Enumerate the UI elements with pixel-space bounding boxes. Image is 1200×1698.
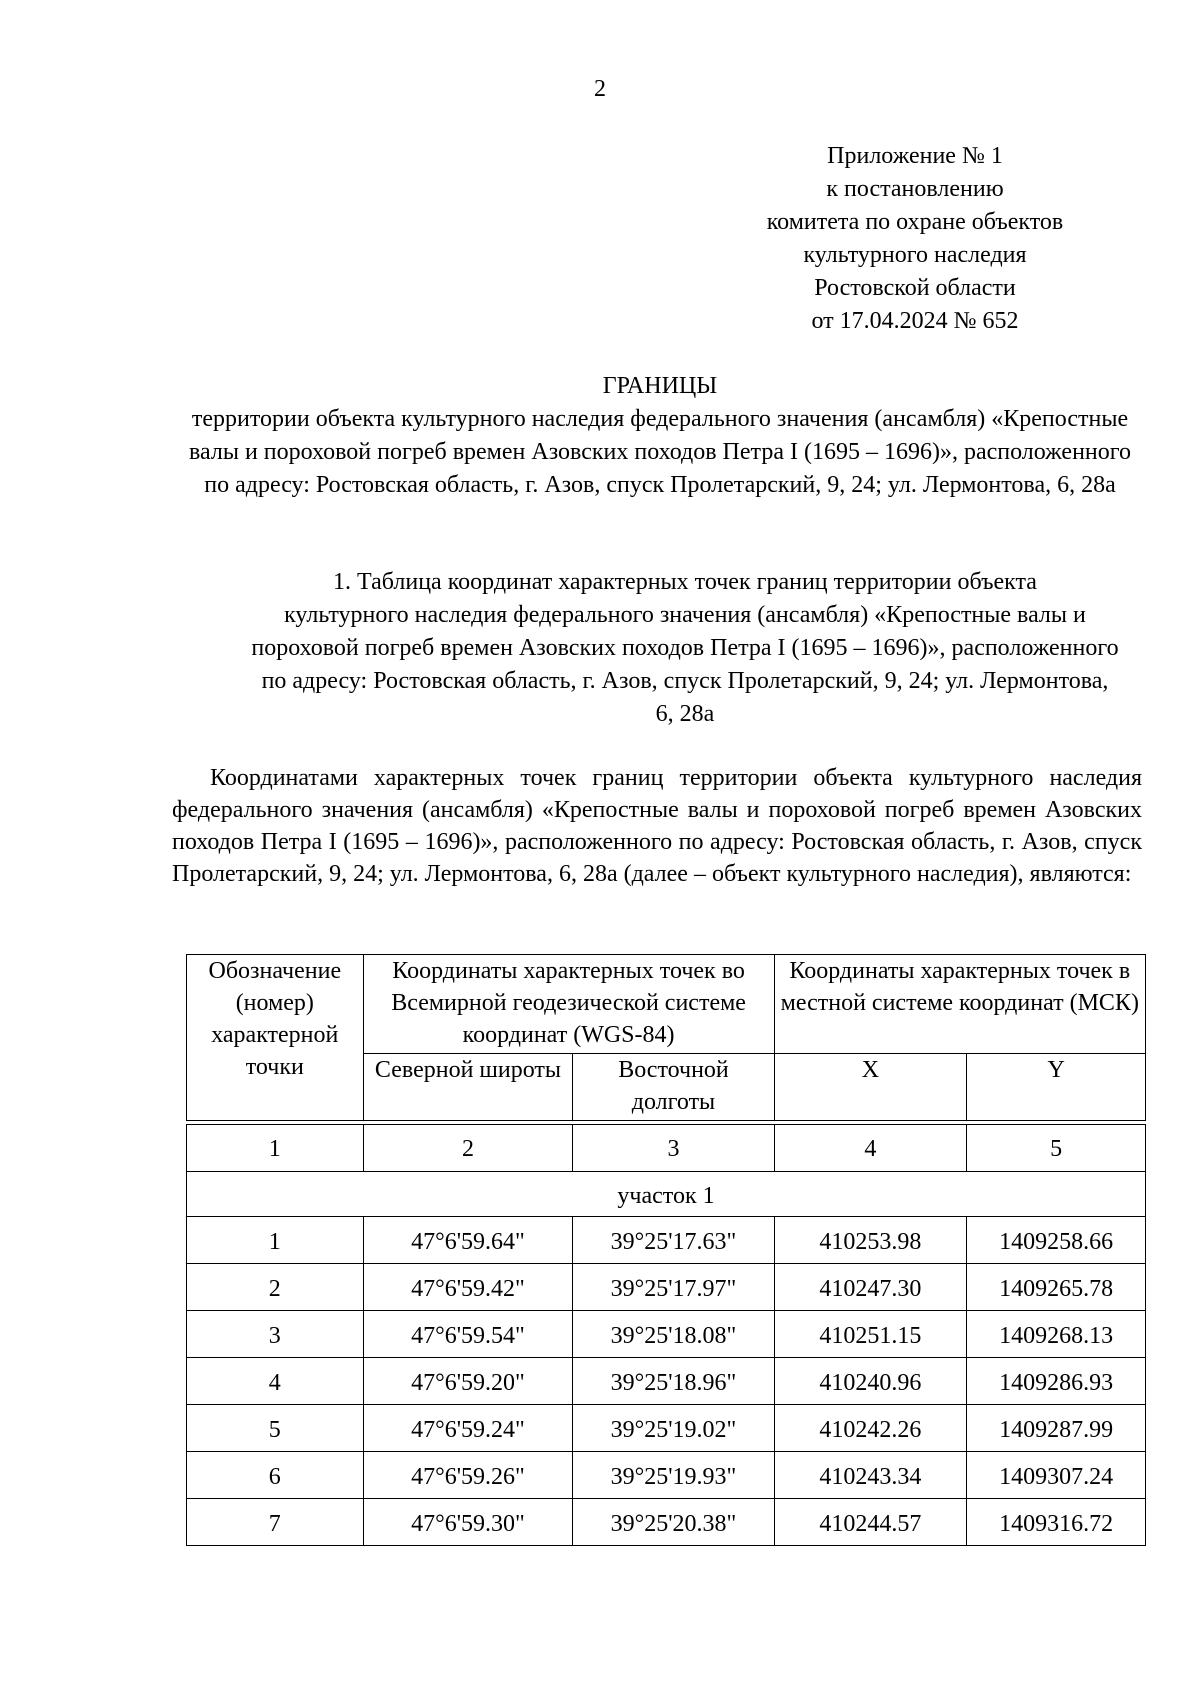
longitude: 39°25'18.96" xyxy=(573,1358,774,1405)
table-row xyxy=(187,1311,1146,1358)
column-number-row xyxy=(187,1125,1146,1172)
longitude: 39°25'17.63" xyxy=(573,1217,774,1264)
column-number: 3 xyxy=(573,1125,774,1172)
title-subtitle: территории объекта культурного наследия федерального значения (ансамбля) «Крепостные валы и пороховой погреб времен Азовских походов Петра I (1695 – 1696)», расположенного по адресу: Ростовская область, г. Азов, спуск Пролетарский, 9, 24; ул. Лермонтова, 6, 28а xyxy=(188,406,1132,498)
coord-x: 410244.57 xyxy=(774,1499,967,1546)
table-row xyxy=(187,1499,1146,1546)
latitude: 47°6'59.24" xyxy=(363,1405,573,1452)
appendix-line: комитета по охране объектов xyxy=(766,209,1064,235)
coord-x: 410247.30 xyxy=(774,1264,967,1311)
document-title xyxy=(180,370,1140,502)
longitude: 39°25'19.93" xyxy=(573,1452,774,1499)
table-row xyxy=(187,1217,1146,1264)
appendix-line: от 17.04.2024 № 652 xyxy=(811,308,1019,334)
appendix-line: культурного наследия xyxy=(803,242,1027,268)
coord-y: 1409286.93 xyxy=(967,1358,1146,1405)
table-row xyxy=(187,1405,1146,1452)
longitude: 39°25'20.38" xyxy=(573,1499,774,1546)
point-number: 1 xyxy=(187,1217,364,1264)
column-number: 5 xyxy=(967,1125,1146,1172)
header-east: Восточной долготы xyxy=(573,1054,774,1121)
point-number: 5 xyxy=(187,1405,364,1452)
latitude: 47°6'59.42" xyxy=(363,1264,573,1311)
coord-y: 1409268.13 xyxy=(967,1311,1146,1358)
longitude: 39°25'18.08" xyxy=(573,1311,774,1358)
header-msk: Координаты характерных точек в местной системе координат (МСК) xyxy=(774,955,1145,1054)
title-heading: ГРАНИЦЫ xyxy=(602,373,718,399)
coord-y: 1409316.72 xyxy=(967,1499,1146,1546)
latitude: 47°6'59.26" xyxy=(363,1452,573,1499)
section-label: участок 1 xyxy=(187,1172,1146,1217)
point-number: 6 xyxy=(187,1452,364,1499)
point-number: 2 xyxy=(187,1264,364,1311)
coord-y: 1409265.78 xyxy=(967,1264,1146,1311)
column-number: 4 xyxy=(774,1125,967,1172)
table-row xyxy=(187,1452,1146,1499)
table-row xyxy=(187,1264,1146,1311)
coord-x: 410243.34 xyxy=(774,1452,967,1499)
header-wgs: Координаты характерных точек во Всемирной геодезической системе координат (WGS-84) xyxy=(363,955,774,1054)
appendix-line: Приложение № 1 xyxy=(827,143,1003,169)
longitude: 39°25'19.02" xyxy=(573,1405,774,1452)
latitude: 47°6'59.30" xyxy=(363,1499,573,1546)
appendix-line: к постановлению xyxy=(826,176,1004,202)
coord-x: 410240.96 xyxy=(774,1358,967,1405)
header-point: Обозначение (номер) характерной точки xyxy=(187,955,364,1121)
intro-paragraph: Координатами характерных точек границ территории объекта культурного наследия федерального значения (ансамбля) «Крепостные валы и пороховой погреб времен Азовских походов Петра I (1695 – 1696)», расположенного по адресу: Ростовская область, г. Азов, спуск Пролетарский, 9, 24; ул. Лермонтова, 6, 28а (далее – объект культурного наследия), являются: xyxy=(172,765,1142,887)
latitude: 47°6'59.20" xyxy=(363,1358,573,1405)
longitude: 39°25'17.97" xyxy=(573,1264,774,1311)
coord-y: 1409258.66 xyxy=(967,1217,1146,1264)
section-heading xyxy=(250,566,1120,731)
point-number: 7 xyxy=(187,1499,364,1546)
point-number: 3 xyxy=(187,1311,364,1358)
latitude: 47°6'59.64" xyxy=(363,1217,573,1264)
appendix-line: Ростовской области xyxy=(814,275,1016,301)
coord-y: 1409287.99 xyxy=(967,1405,1146,1452)
column-number: 2 xyxy=(363,1125,573,1172)
coord-x: 410253.98 xyxy=(774,1217,967,1264)
coord-y: 1409307.24 xyxy=(967,1452,1146,1499)
latitude: 47°6'59.54" xyxy=(363,1311,573,1358)
column-number: 1 xyxy=(187,1125,364,1172)
header-north: Северной широты xyxy=(363,1054,573,1121)
coord-x: 410251.15 xyxy=(774,1311,967,1358)
coord-x: 410242.26 xyxy=(774,1405,967,1452)
section-heading-first-line: 1. Таблица координат характерных точек границ территории объекта xyxy=(333,569,1037,595)
header-x: X xyxy=(774,1054,967,1121)
page-number: 2 xyxy=(594,76,606,102)
table-row xyxy=(187,1358,1146,1405)
section-heading-rest: культурного наследия федерального значения (ансамбля) «Крепостные валы и пороховой погреб времен Азовских походов Петра I (1695 – 1696)», расположенного по адресу: Ростовская область, г. Азов, спуск Пролетарский, 9, 24; ул. Лермонтова, 6, 28а xyxy=(251,602,1119,727)
header-y: Y xyxy=(967,1054,1146,1121)
coordinates-table xyxy=(186,954,1146,1546)
appendix-block xyxy=(725,140,1105,338)
point-number: 4 xyxy=(187,1358,364,1405)
